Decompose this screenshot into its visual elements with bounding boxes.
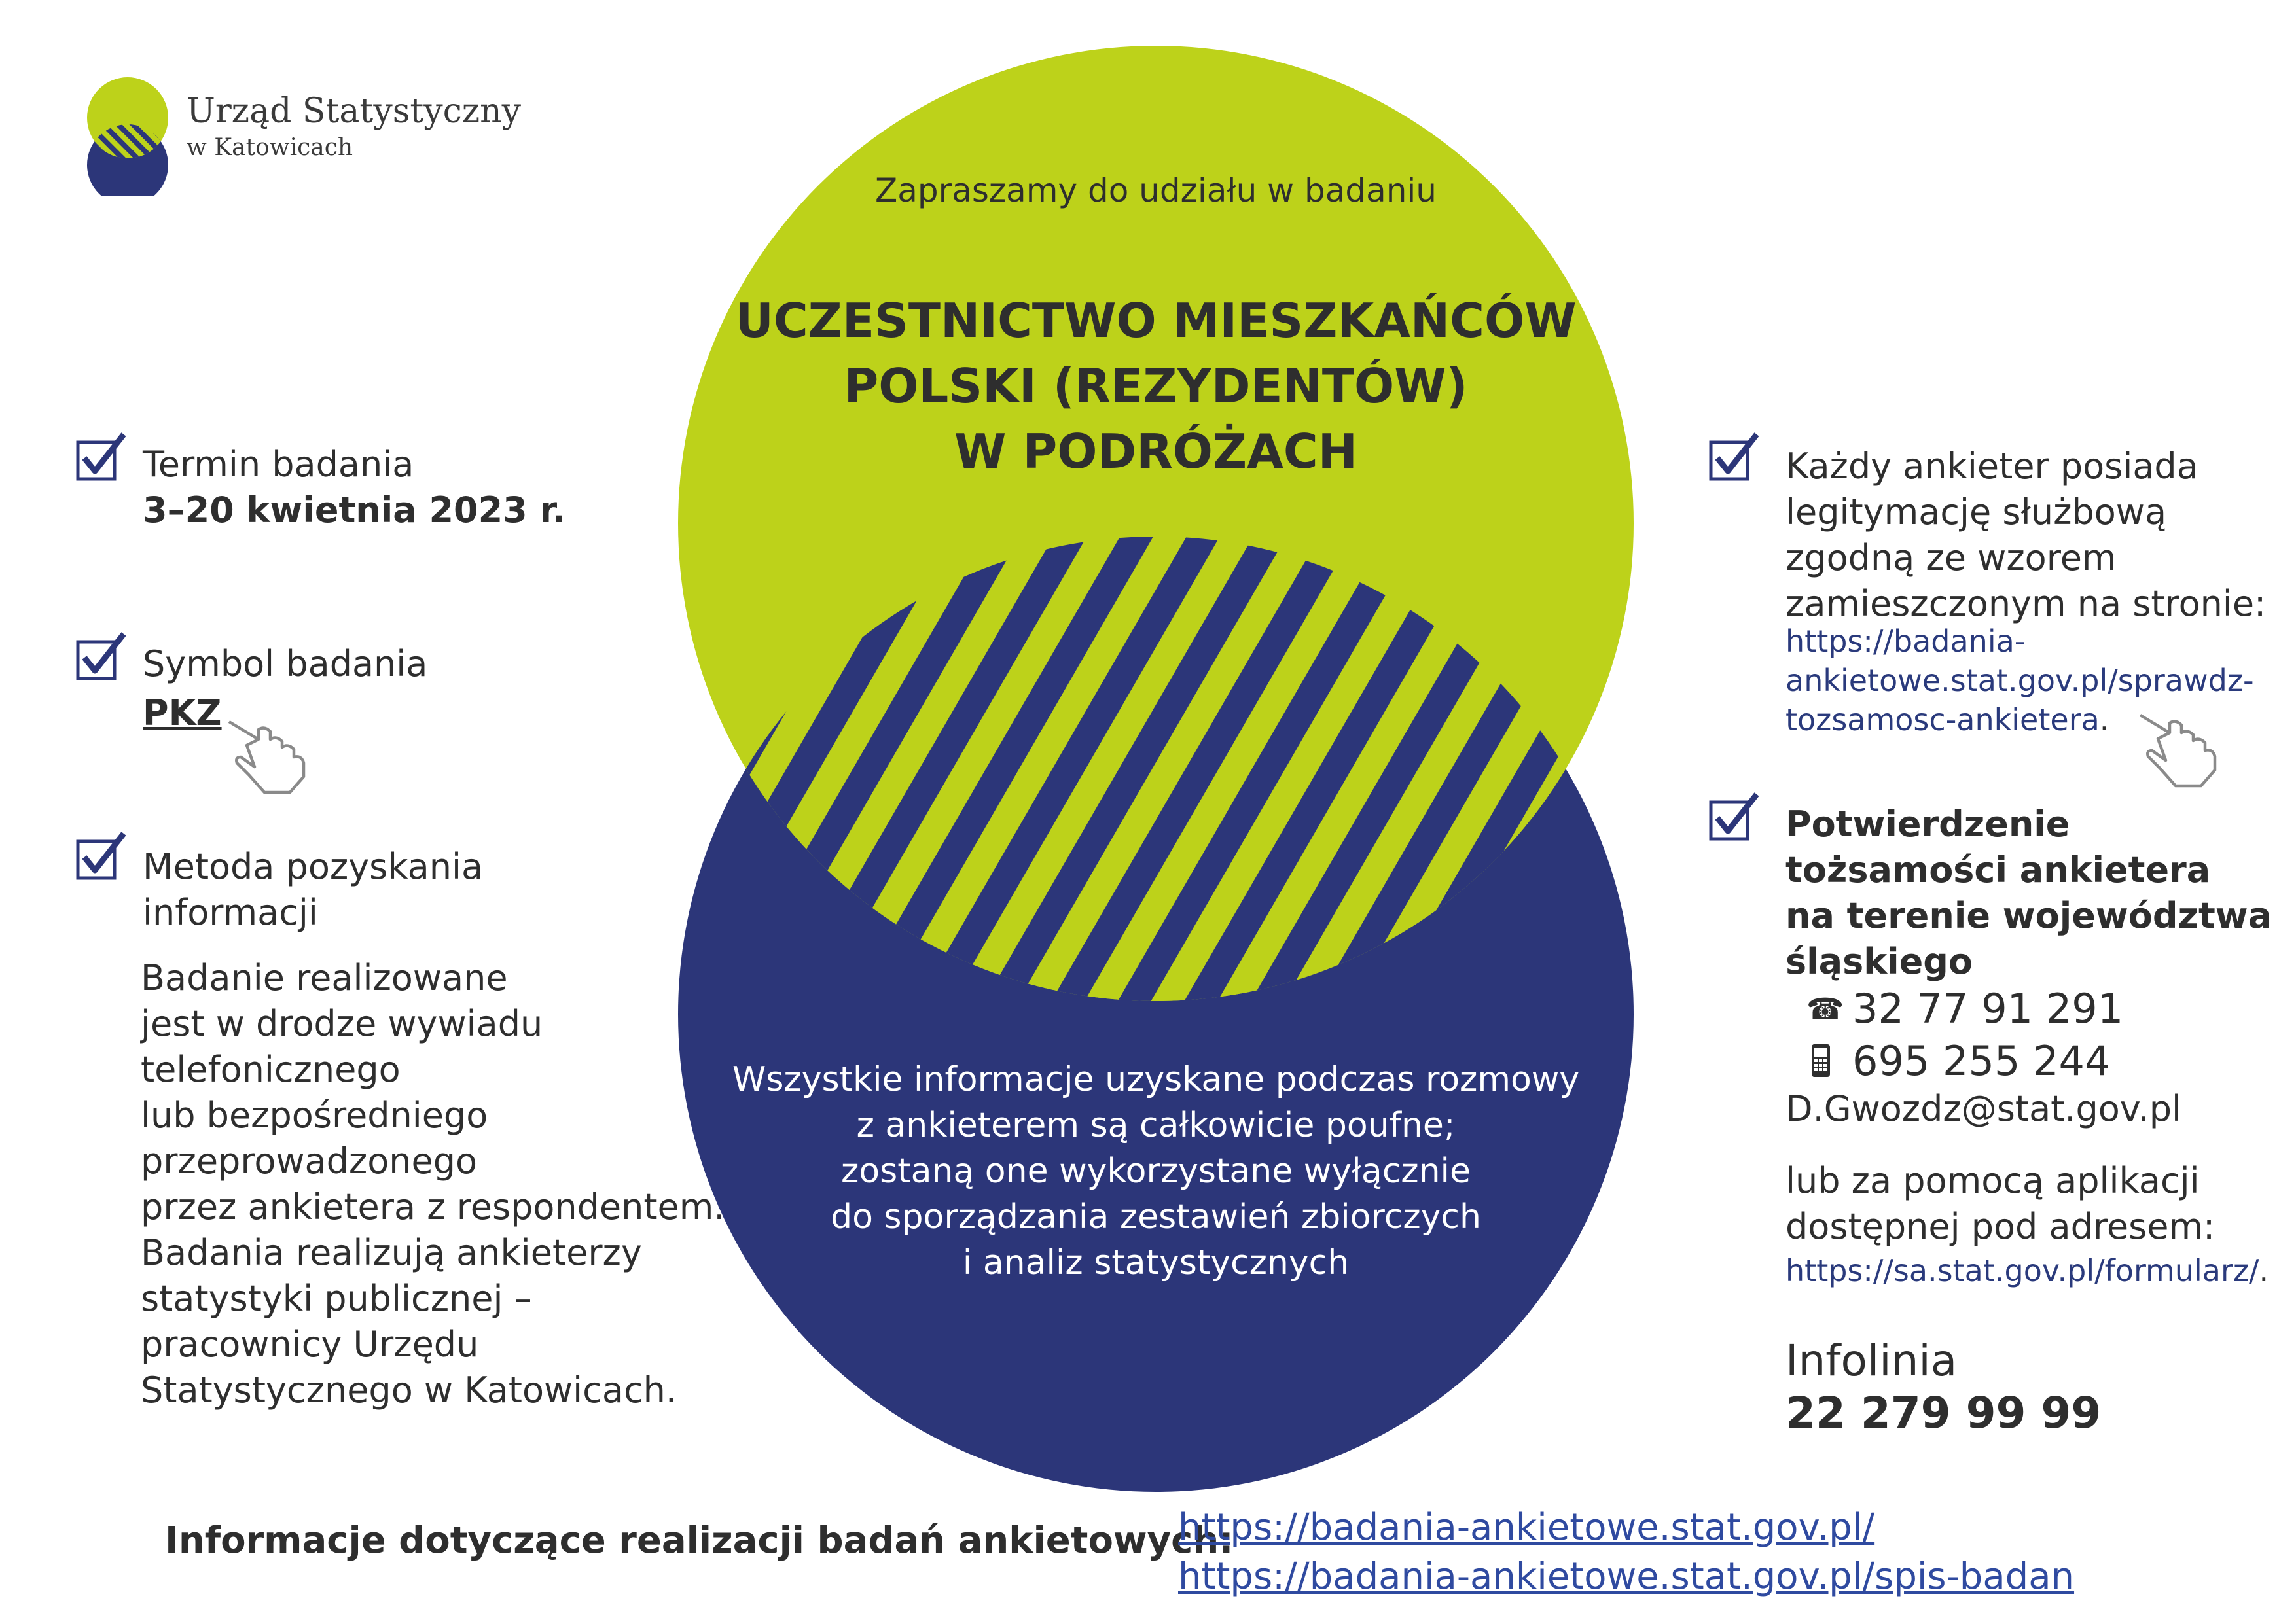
app-link-dot: .	[2259, 1253, 2269, 1288]
id-link-end[interactable]: tozsamosc-ankietera	[1785, 702, 2100, 737]
title-line: W PODRÓŻACH	[954, 424, 1357, 479]
title-line: POLSKI (REZYDENTÓW)	[844, 359, 1468, 414]
confidentiality-line: Wszystkie informacje uzyskane podczas rozmowy	[732, 1060, 1580, 1099]
app-info-line: lub za pomocą aplikacji	[1785, 1160, 2200, 1201]
logo-name: Urząd Statystyczny	[187, 92, 522, 131]
mobile-row	[1806, 1037, 2110, 1085]
infolinia-number[interactable]: 22 279 99 99	[1785, 1388, 2102, 1438]
id-link-line[interactable]: ankietowe.stat.gov.pl/sprawdz-	[1785, 663, 2254, 698]
telephone-icon: ☎	[1806, 991, 1844, 1027]
confidentiality-text	[698, 1057, 1614, 1286]
method-label: informacji	[143, 892, 318, 933]
contact-email[interactable]: D.Gwozdz@stat.gov.pl	[1785, 1088, 2182, 1129]
checkbox-icon	[75, 831, 128, 883]
id-info-line: zamieszczonym na stronie:	[1785, 583, 2267, 624]
checkbox-icon	[75, 631, 128, 684]
confidentiality-line: zostaną one wykorzystane wyłącznie	[841, 1152, 1471, 1191]
method-line: pracownicy Urzędu	[141, 1324, 479, 1365]
invite-text: Zapraszamy do udziału w badaniu	[875, 171, 1437, 209]
checkbox-icon	[75, 432, 128, 484]
footer-link-survey-list[interactable]: https://badania-ankietowe.stat.gov.pl/spis-badan	[1178, 1555, 2075, 1598]
confirm-line: na terenie województwa	[1785, 895, 2272, 936]
id-info-line: Każdy ankieter posiada	[1785, 446, 2198, 487]
confidentiality-line: i analiz statystycznych	[962, 1243, 1350, 1282]
survey-title	[632, 288, 1679, 484]
infolinia-label: Infolinia	[1785, 1335, 1958, 1386]
checkbox-icon	[1708, 432, 1761, 484]
symbol-value: PKZ	[143, 692, 222, 733]
phone-number[interactable]: 32 77 91 291	[1852, 985, 2124, 1033]
app-link-row	[1785, 1251, 2269, 1290]
symbol-label: Symbol badania	[143, 643, 428, 684]
confirm-line: śląskiego	[1785, 941, 1973, 982]
method-line: jest w drodze wywiadu	[141, 1003, 543, 1044]
method-line: telefonicznego	[141, 1049, 401, 1090]
mobile-phone-icon	[1806, 1043, 1852, 1080]
confidentiality-line: z ankieterem są całkowicie poufne;	[856, 1106, 1456, 1145]
id-info-line: zgodną ze wzorem	[1785, 537, 2117, 578]
method-line: Badanie realizowane	[141, 957, 508, 998]
confirm-line: Potwierdzenie	[1785, 803, 2070, 845]
confirm-line: tożsamości ankietera	[1785, 849, 2211, 891]
id-info-line: legitymację służbową	[1785, 491, 2167, 533]
pointing-hand-icon	[2130, 694, 2229, 792]
method-line: statystyki publicznej –	[141, 1278, 532, 1319]
method-line: lub bezpośredniego	[141, 1095, 488, 1136]
method-line: przez ankietera z respondentem.	[141, 1186, 725, 1227]
method-line: przeprowadzonego	[141, 1140, 478, 1182]
term-label: Termin badania	[143, 444, 414, 485]
id-info	[1785, 444, 2266, 627]
footer-link-surveys[interactable]: https://badania-ankietowe.stat.gov.pl/	[1178, 1506, 1875, 1549]
term-value: 3–20 kwietnia 2023 r.	[143, 489, 565, 531]
app-link[interactable]: https://sa.stat.gov.pl/formularz/	[1785, 1253, 2259, 1288]
id-link-line[interactable]: https://badania-	[1785, 624, 2026, 659]
confidentiality-line: do sporządzania zestawień zbiorczych	[831, 1197, 1481, 1237]
app-info	[1785, 1158, 2215, 1250]
method-line: Badania realizują ankieterzy	[141, 1232, 642, 1273]
method-description	[141, 955, 725, 1413]
method-line: Statystycznego w Katowicach.	[141, 1369, 677, 1411]
checkbox-icon	[1708, 792, 1761, 844]
app-info-line: dostępnej pod adresem:	[1785, 1206, 2215, 1247]
pointing-hand-icon	[219, 700, 317, 798]
mobile-number[interactable]: 695 255 244	[1852, 1037, 2111, 1085]
id-link-dot: .	[2099, 702, 2109, 737]
title-line: UCZESTNICTWO MIESZKAŃCÓW	[735, 293, 1577, 348]
confirm-title	[1785, 802, 2272, 985]
footer-label: Informacje dotyczące realizacji badań ankietowych:	[165, 1519, 1234, 1562]
method-label: Metoda pozyskania	[143, 846, 484, 887]
phone-row	[1806, 985, 2123, 1033]
logo-city: w Katowicach	[187, 134, 353, 161]
